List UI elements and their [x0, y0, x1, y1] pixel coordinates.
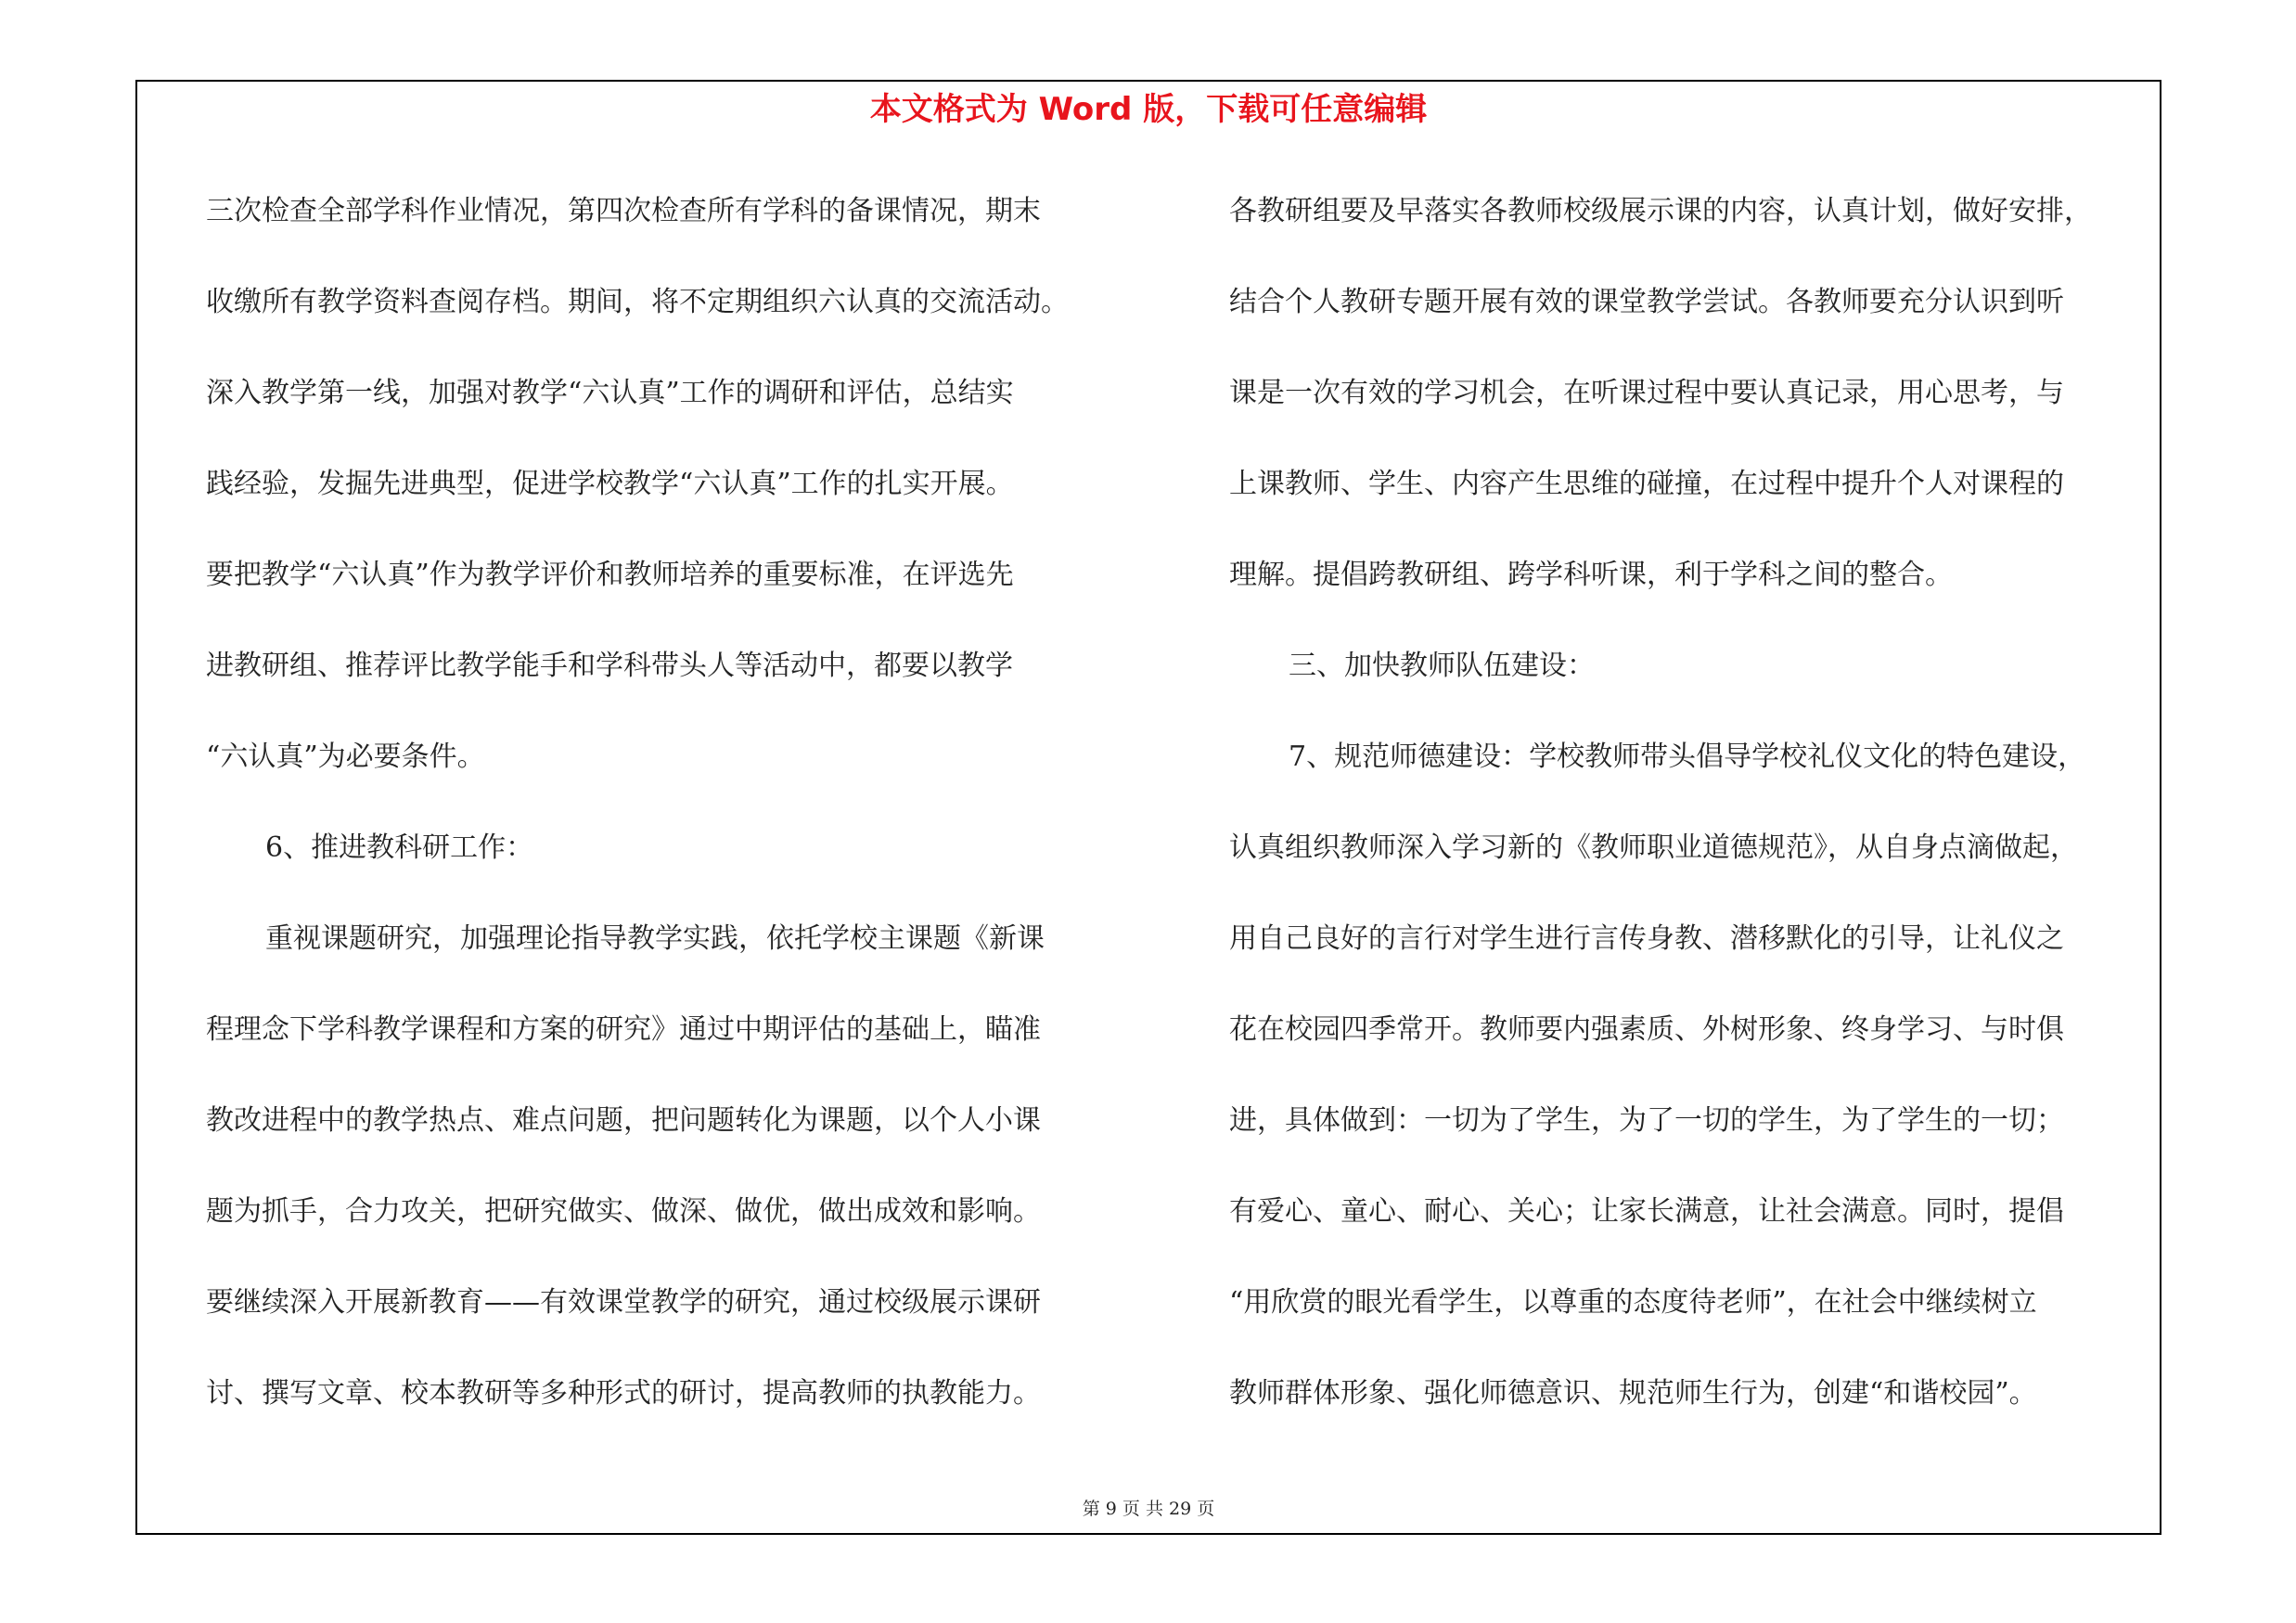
text-line: 有爱心、童心、耐心、关心；让家长满意，让社会满意。同时，提倡 — [1229, 1195, 2064, 1228]
text-line: 理解。提倡跨教研组、跨学科听课，利于学科之间的整合。 — [1229, 559, 1953, 591]
text-line: 认真组织教师深入学习新的《教师职业道德规范》，从自身点滴做起， — [1229, 831, 2078, 864]
text-line: 程理念下学科教学课程和方案的研究》通过中期评估的基础上，瞄准 — [206, 1013, 1041, 1046]
text-line: 三次检查全部学科作业情况，第四次检查所有学科的备课情况，期末 — [206, 195, 1041, 227]
text-line: 重视课题研究，加强理论指导教学实践，依托学校主课题《新课 — [265, 922, 1045, 955]
text-line: 用自己良好的言行对学生进行言传身教、潜移默化的引导，让礼仪之 — [1229, 922, 2064, 955]
text-line: 教师群体形象、强化师德意识、规范师生行为，创建“和谐校园”。 — [1229, 1377, 2037, 1410]
text-line: 教改进程中的教学热点、难点问题，把问题转化为课题，以个人小课 — [206, 1104, 1041, 1137]
text-line: 7、规范师德建设：学校教师带头倡导学校礼仪文化的特色建设， — [1289, 741, 2086, 773]
text-line: 讨、撰写文章、校本教研等多种形式的研讨，提高教师的执教能力。 — [206, 1377, 1041, 1410]
left-column — [206, 184, 1143, 1457]
text-line: 花在校园四季常开。教师要内强素质、外树形象、终身学习、与时俱 — [1229, 1013, 2064, 1046]
text-line: “用欣赏的眼光看学生，以尊重的态度待老师”，在社会中继续树立 — [1229, 1286, 2037, 1319]
text-line: 要继续深入开展新教育——有效课堂教学的研究，通过校级展示课研 — [206, 1286, 1041, 1319]
section-heading: 三、加快教师队伍建设： — [1289, 650, 1595, 682]
text-line: 收缴所有教学资料查阅存档。期间，将不定期组织六认真的交流活动。 — [206, 286, 1069, 318]
text-line: 进教研组、推荐评比教学能手和学科带头人等活动中，都要以教学 — [206, 650, 1013, 682]
text-line: 践经验，发掘先进典型，促进学校教学“六认真”工作的扎实开展。 — [206, 468, 1014, 500]
text-line: 各教研组要及早落实各教师校级展示课的内容，认真计划，做好安排， — [1229, 195, 2092, 227]
format-banner: 本文格式为 Word 版，下载可任意编辑 — [869, 91, 1428, 128]
text-line: 深入教学第一线，加强对教学“六认真”工作的调研和评估，总结实 — [206, 377, 1014, 409]
text-line: 课是一次有效的学习机会，在听课过程中要认真记录，用心思考，与 — [1229, 377, 2064, 409]
text-line: 结合个人教研专题开展有效的课堂教学尝试。各教师要充分认识到听 — [1229, 286, 2064, 318]
text-line: 要把教学“六认真”作为教学评价和教师培养的重要标准，在评选先 — [206, 559, 1014, 591]
text-line: “六认真”为必要条件。 — [206, 741, 485, 773]
right-column — [1229, 184, 2161, 1457]
section-heading: 6、推进教科研工作： — [265, 831, 534, 864]
text-line: 进，具体做到：一切为了学生，为了一切的学生，为了学生的一切； — [1229, 1104, 2064, 1137]
text-line: 上课教师、学生、内容产生思维的碰撞，在过程中提升个人对课程的 — [1229, 468, 2064, 500]
page-number: 第 9 页 共 29 页 — [1082, 1499, 1215, 1519]
text-line: 题为抓手，合力攻关，把研究做实、做深、做优，做出成效和影响。 — [206, 1195, 1041, 1228]
